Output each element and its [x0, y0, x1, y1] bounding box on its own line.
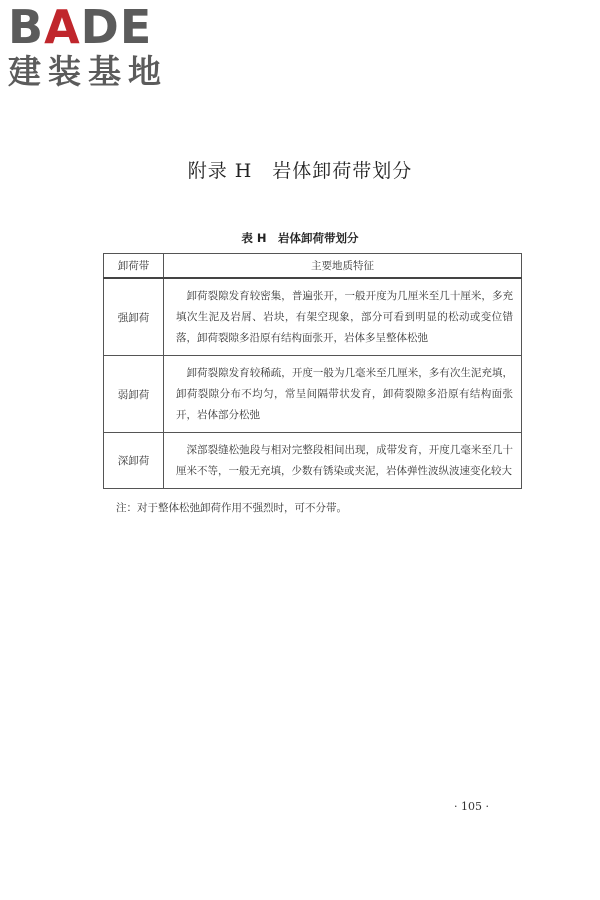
zone-name-cell: 深卸荷 — [104, 433, 164, 489]
logo-latin-text — [8, 2, 178, 52]
unloading-zone-table — [103, 253, 522, 489]
header-features: 主要地质特征 — [164, 254, 522, 279]
table-note: 注：对于整体松弛卸荷作用不强烈时，可不分带。 — [116, 502, 347, 514]
table-row — [104, 433, 522, 489]
zone-description-cell: 卸荷裂隙发育较稀疏，开度一般为几毫米至几厘米，多有次生泥充填，卸荷裂隙分布不均匀，常呈间隔带状发育，卸荷裂隙多沿原有结构面张开，岩体部分松弛 — [164, 356, 522, 433]
page-number: · 105 · — [454, 800, 489, 813]
header-zone: 卸荷带 — [104, 254, 164, 279]
zone-description-cell: 卸荷裂隙发育较密集，普遍张开，一般开度为几厘米至几十厘米，多充填次生泥及岩屑、岩块，有架空现象，部分可看到明显的松动或变位错落，卸荷裂隙多沿原有结构面张开，岩体多呈整体松弛 — [164, 278, 522, 356]
zone-name-cell: 弱卸荷 — [104, 356, 164, 433]
table-caption: 表 H 岩体卸荷带划分 — [241, 231, 359, 245]
logo-latin-prefix: B — [8, 0, 45, 54]
logo-latin-suffix: DE — [80, 0, 153, 54]
table-row — [104, 278, 522, 356]
appendix-title: 附录 H 岩体卸荷带划分 — [187, 160, 413, 182]
publisher-logo — [8, 2, 178, 97]
logo-chinese-text: 建装基地 — [8, 52, 168, 91]
zone-description-cell: 深部裂缝松弛段与相对完整段相间出现，成带发育，开度几毫米至几十厘米不等，一般无充填，少数有锈染或夹泥，岩体弹性波纵波速变化较大 — [164, 433, 522, 489]
zone-name-cell: 强卸荷 — [104, 278, 164, 356]
table-row — [104, 356, 522, 433]
logo-latin-accent: A — [44, 0, 81, 54]
table-header-row — [104, 254, 522, 279]
